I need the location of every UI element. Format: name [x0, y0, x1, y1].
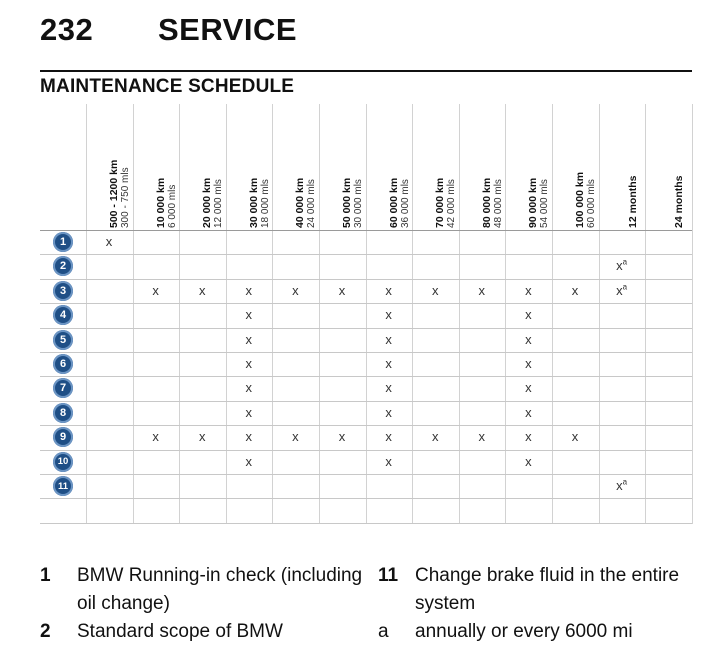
footnote-ref: a: [622, 282, 628, 292]
column-header: [133, 110, 179, 228]
column-header: [552, 110, 598, 228]
grid-hline: [40, 230, 692, 231]
schedule-mark: x: [105, 234, 113, 249]
schedule-mark: x: [525, 380, 532, 396]
schedule-mark: $x^a$: [616, 477, 628, 493]
footnote-number: 11: [378, 565, 399, 586]
schedule-mark: x: [245, 307, 253, 323]
schedule-mark: x: [525, 331, 532, 347]
column-mls: 60 000 mls: [586, 179, 597, 228]
footnote-number: 2: [40, 621, 51, 642]
schedule-mark: x: [385, 453, 392, 469]
column-header: [366, 110, 412, 228]
schedule-mark: x: [478, 429, 486, 445]
column-header: [86, 110, 132, 228]
row-number-badge: 9: [53, 427, 73, 447]
schedule-mark: x: [245, 331, 253, 347]
schedule-mark: x: [431, 429, 439, 445]
grid-vline: [692, 104, 693, 524]
schedule-mark: x: [385, 282, 392, 298]
column-mls: 300 - 750 mls: [120, 167, 131, 228]
column-km: 80 000 km: [480, 177, 493, 228]
footnote-text: Change brake fluid in the entire system: [415, 565, 680, 614]
column-km: 10 000 km: [154, 177, 167, 228]
maintenance-schedule-table: [40, 104, 692, 524]
schedule-mark: x: [152, 282, 159, 298]
row-number-badge: 2: [53, 256, 73, 276]
row-number-badge: 3: [53, 281, 73, 301]
grid-hline: [40, 498, 692, 499]
schedule-mark: x: [385, 331, 392, 347]
column-km: 30 000 km: [247, 177, 260, 228]
column-km: 40 000 km: [294, 177, 307, 228]
row-number-badge: 6: [53, 354, 73, 374]
schedule-mark: $x^a$: [616, 282, 628, 298]
column-header: [505, 110, 551, 228]
title-rule: [40, 70, 692, 72]
schedule-mark: x: [385, 307, 392, 323]
column-km: 90 000 km: [527, 177, 540, 228]
column-mls: 48 000 mls: [492, 179, 504, 228]
schedule-mark: x: [245, 429, 253, 445]
schedule-mark: x: [338, 429, 346, 445]
schedule-mark: x: [292, 282, 299, 298]
column-header: [272, 110, 318, 228]
column-header: [319, 110, 365, 228]
schedule-mark: x: [571, 429, 579, 445]
schedule-mark: x: [152, 429, 159, 445]
column-mls: 12 000 mls: [213, 179, 225, 228]
row-number-badge: 10: [53, 452, 73, 472]
footnote-ref: a: [622, 258, 628, 268]
grid-hline: [40, 254, 692, 255]
column-km: 60 000 km: [387, 177, 400, 228]
column-header: [459, 110, 505, 228]
column-interval: 12 months: [626, 175, 639, 228]
column-mls: 36 000 mls: [399, 179, 411, 228]
row-number-badge: 7: [53, 378, 73, 398]
column-km: 20 000 km: [201, 177, 214, 228]
schedule-mark: x: [385, 356, 392, 371]
schedule-mark: x: [245, 404, 253, 420]
footnote-ref: a: [622, 477, 628, 487]
section-title: SERVICE: [158, 12, 298, 47]
schedule-mark: x: [245, 282, 253, 298]
footnote-text: Standard scope of BMW: [77, 621, 283, 642]
column-mls: 24 000 mls: [306, 179, 318, 228]
schedule-mark: x: [245, 380, 253, 396]
schedule-mark: x: [338, 282, 346, 298]
row-number-badge: 5: [53, 330, 73, 350]
column-km: 500 - 1200 km: [108, 159, 120, 228]
schedule-mark: x: [245, 356, 253, 371]
schedule-mark: x: [525, 307, 532, 323]
column-header: [599, 110, 645, 228]
schedule-mark: x: [245, 453, 253, 469]
schedule-mark: x: [198, 282, 206, 298]
footnote-text: BMW Running-in check (including oil change): [77, 565, 363, 614]
schedule-mark: x: [385, 429, 392, 445]
column-mls: 6 000 mls: [166, 184, 178, 228]
footnote-number: 1: [40, 565, 51, 586]
schedule-mark: x: [525, 282, 532, 298]
schedule-mark: x: [385, 380, 392, 396]
column-header: [226, 110, 272, 228]
schedule-title: MAINTENANCE SCHEDULE: [40, 76, 295, 97]
page-number: 232: [40, 12, 94, 47]
page-header: [40, 10, 297, 50]
schedule-mark: x: [292, 429, 299, 445]
column-mls: 18 000 mls: [259, 179, 271, 228]
footnote-number: a: [378, 621, 389, 642]
schedule-mark: x: [571, 282, 579, 298]
schedule-mark: x: [198, 429, 206, 445]
schedule-mark: x: [525, 453, 532, 469]
schedule-mark: x: [478, 282, 486, 298]
row-number-badge: 11: [53, 476, 73, 496]
row-number-badge: 8: [53, 403, 73, 423]
row-number-badge: 1: [53, 232, 73, 252]
schedule-mark: x: [525, 356, 532, 371]
column-mls: 54 000 mls: [539, 179, 551, 228]
footnote-text: annually or every 6000 mi: [415, 621, 633, 642]
column-mls: 42 000 mls: [446, 179, 458, 228]
column-km: 70 000 km: [434, 177, 447, 228]
column-header: [412, 110, 458, 228]
column-header: [179, 110, 225, 228]
column-interval: 24 months: [673, 175, 686, 228]
column-km: 50 000 km: [341, 177, 353, 228]
grid-hline: [40, 474, 692, 475]
schedule-mark: x: [385, 404, 392, 420]
schedule-mark: x: [525, 404, 532, 420]
schedule-mark: x: [525, 429, 532, 445]
schedule-mark: $x^a$: [616, 258, 628, 274]
row-number-badge: 4: [53, 305, 73, 325]
column-km: 100 000 km: [574, 171, 586, 228]
column-mls: 30 000 mls: [353, 179, 364, 228]
column-header: [645, 110, 691, 228]
grid-hline: [40, 523, 692, 524]
schedule-mark: x: [431, 282, 439, 298]
